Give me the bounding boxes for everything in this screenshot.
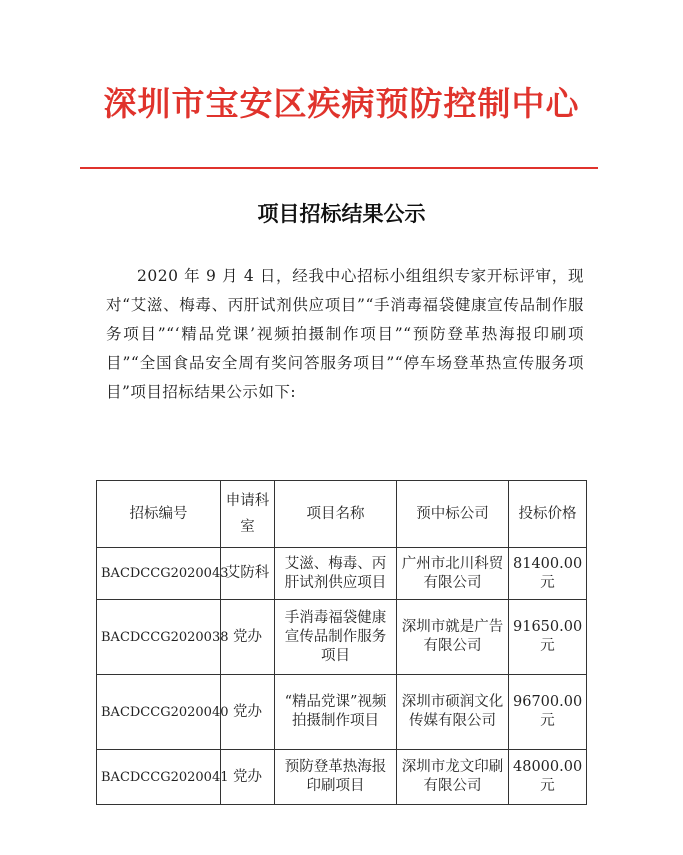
cell-dept: 艾防科	[221, 548, 275, 600]
cell-name: 手消毒福袋健康宣传品制作服务项目	[275, 600, 397, 675]
table-row	[97, 675, 587, 750]
results-table	[96, 480, 587, 805]
header-name: 项目名称	[275, 481, 397, 548]
cell-code: BACDCCG2020041	[97, 750, 221, 805]
announcement-paragraph: 2020 年 9 月 4 日，经我中心招标小组组织专家开标评审，现对“艾滋、梅毒、丙肝试剂供应项目”“手消毒福袋健康宣传品制作服务项目”“‘精品党课’视频拍摄制作项目”“预防登革热海报印刷项目”“全国食品安全周有奖问答服务项目”“停车场登革热宣传服务项目”项目招标结果公示如下:	[106, 267, 584, 401]
header-code: 招标编号	[97, 481, 221, 548]
table-row	[97, 548, 587, 600]
header-price: 投标价格	[509, 481, 587, 548]
cell-price: 48000.00元	[509, 750, 587, 805]
cell-dept: 党办	[221, 600, 275, 675]
header-dept: 申请科室	[221, 481, 275, 548]
cell-code: BACDCCG2020043	[97, 548, 221, 600]
table-row	[97, 750, 587, 805]
cell-dept: 党办	[221, 750, 275, 805]
cell-company: 深圳市硕润文化传媒有限公司	[397, 675, 509, 750]
cell-code: BACDCCG2020040	[97, 675, 221, 750]
table-header-row	[97, 481, 587, 548]
cell-company: 深圳市就是广告有限公司	[397, 600, 509, 675]
document-title: 项目招标结果公示	[257, 201, 426, 226]
cell-company: 深圳市龙文印刷有限公司	[397, 750, 509, 805]
cell-code: BACDCCG2020038	[97, 600, 221, 675]
organization-header: 深圳市宝安区疾病预防控制中心	[103, 84, 580, 123]
cell-dept: 党办	[221, 675, 275, 750]
cell-name: “精品党课”视频拍摄制作项目	[275, 675, 397, 750]
cell-name: 预防登革热海报印刷项目	[275, 750, 397, 805]
cell-company: 广州市北川科贸有限公司	[397, 548, 509, 600]
header-divider	[80, 167, 598, 169]
table-row	[97, 600, 587, 675]
header-company: 预中标公司	[397, 481, 509, 548]
cell-price: 81400.00元	[509, 548, 587, 600]
cell-price: 91650.00元	[509, 600, 587, 675]
cell-name: 艾滋、梅毒、丙肝试剂供应项目	[275, 548, 397, 600]
cell-price: 96700.00元	[509, 675, 587, 750]
